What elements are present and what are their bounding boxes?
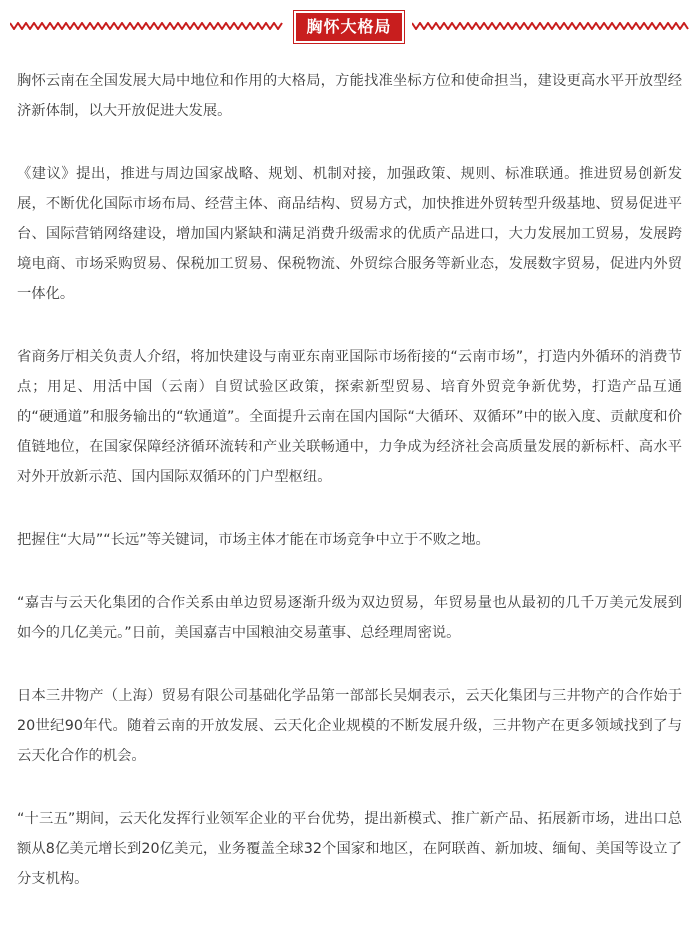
paragraph-6: 日本三井物产（上海）贸易有限公司基础化学品第一部部长吴炯表示，云天化集团与三井物产的合作始于20世纪90年代。随着云南的开放发展、云天化企业规模的不断发展升级，三井物产在更多领域找到了与云天化合作的机会。 xyxy=(17,688,682,764)
article-body xyxy=(17,66,682,927)
paragraph-3: 省商务厅相关负责人介绍，将加快建设与南亚东南亚国际市场衔接的“云南市场”，打造内外循环的消费节点；用足、用活中国（云南）自贸试验区政策，探索新型贸易、培育外贸竞争新优势，打造产品互通的“硬通道”和服务输出的“软通道”。全面提升云南在国内国际“大循环、双循环”中的嵌入度、贡献度和价值链地位，在国家保障经济循环流转和产业关联畅通中，力争成为经济社会高质量发展的新标杆、高水平对外开放新示范、国内国际双循环的门户型枢纽。 xyxy=(17,349,682,485)
section-header xyxy=(0,8,697,44)
section-title: 胸怀大格局 xyxy=(294,11,404,43)
paragraph-5: “嘉吉与云天化集团的合作关系由单边贸易逐渐升级为双边贸易，年贸易量也从最初的几千万美元发展到如今的几亿美元。”日前，美国嘉吉中国粮油交易董事、总经理周密说。 xyxy=(17,595,682,641)
zigzag-divider-left xyxy=(10,22,285,30)
zigzag-divider-right xyxy=(412,22,689,30)
paragraph-2: 《建议》提出，推进与周边国家战略、规划、机制对接，加强政策、规则、标准联通。推进贸易创新发展，不断优化国际市场布局、经营主体、商品结构、贸易方式，加快推进外贸转型升级基地、贸易促进平台、国际营销网络建设，增加国内紧缺和满足消费升级需求的优质产品进口，大力发展加工贸易，发展跨境电商、市场采购贸易、保税加工贸易、保税物流、外贸综合服务等新业态，发展数字贸易，促进内外贸一体化。 xyxy=(17,166,682,302)
paragraph-7: “十三五”期间，云天化发挥行业领军企业的平台优势，提出新模式、推广新产品、拓展新市场，进出口总额从8亿美元增长到20亿美元，业务覆盖全球32个国家和地区，在阿联酋、新加坡、缅甸、美国等设立了分支机构。 xyxy=(17,811,682,887)
paragraph-4: 把握住“大局”“长远”等关键词，市场主体才能在市场竞争中立于不败之地。 xyxy=(17,532,490,548)
paragraph-1: 胸怀云南在全国发展大局中地位和作用的大格局，方能找准坐标方位和使命担当，建设更高水平开放型经济新体制，以大开放促进大发展。 xyxy=(17,73,682,119)
